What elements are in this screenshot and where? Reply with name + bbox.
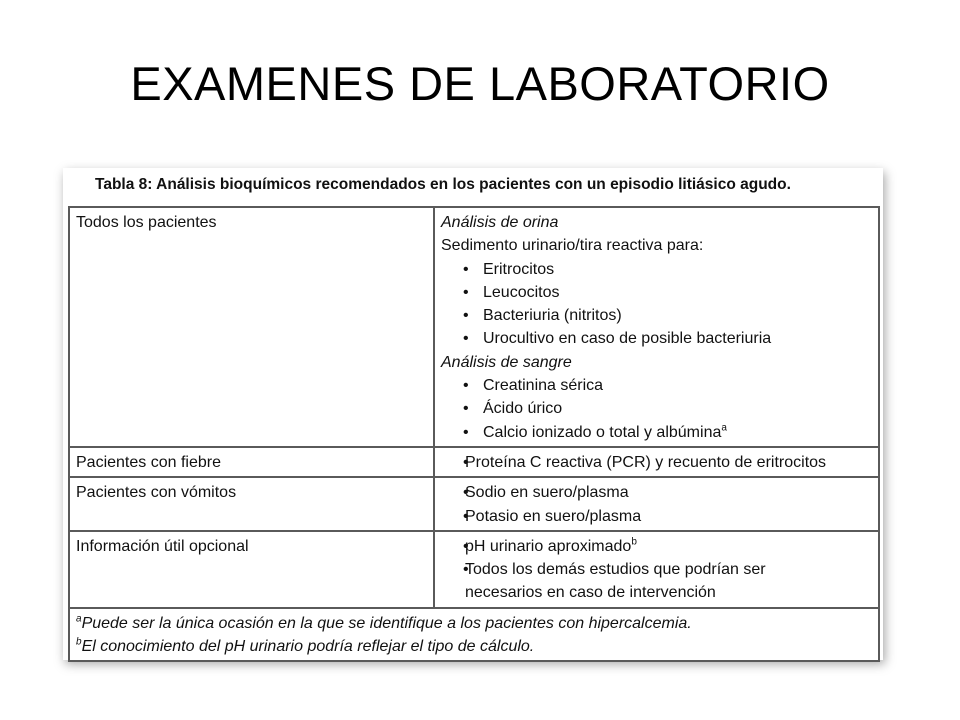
footnote: [76, 612, 872, 635]
urine-heading: Análisis de orina: [441, 214, 559, 231]
list-item: • Creatinina sérica: [441, 374, 872, 397]
list-item-text: pH urinario aproximado: [465, 537, 632, 555]
footnote-ref: b: [631, 536, 637, 548]
blood-list: [441, 374, 872, 444]
row-group-label: Pacientes con vómitos: [69, 477, 434, 531]
list-item: • Urocultivo en caso de posible bacteriuria: [441, 327, 872, 350]
row-group-label: Todos los pacientes: [69, 207, 434, 447]
lab-table: [68, 206, 880, 662]
table-caption: Tabla 8: Análisis bioquímicos recomendados en los pacientes con un episodio litiásico agudo.: [95, 176, 791, 193]
footnotes-cell: [69, 608, 879, 662]
list-item: [441, 558, 872, 605]
footnote-mark: b: [76, 636, 82, 648]
list-item: • Proteína C reactiva (PCR) y recuento de eritrocitos: [441, 451, 872, 474]
vomiting-list: [441, 481, 872, 528]
footnote-mark: a: [76, 613, 82, 625]
urine-intro: Sedimento urinario/tira reactiva para:: [441, 237, 704, 255]
footnote: [76, 635, 872, 658]
table-row: [69, 207, 879, 447]
lab-table-figure: [63, 168, 883, 660]
list-item: • Sodio en suero/plasma: [441, 481, 872, 504]
list-item: • Ácido úrico: [441, 397, 872, 420]
footnote-text: Puede ser la única ocasión en la que se identifique a los pacientes con hipercalcemia.: [81, 614, 692, 632]
table-row: [69, 477, 879, 531]
row-group-label: Pacientes con fiebre: [69, 447, 434, 477]
blood-heading: Análisis de sangre: [441, 353, 572, 371]
list-item-text: necesarios en caso de intervención: [465, 584, 716, 602]
list-item-text: Calcio ionizado o total y albúmina: [483, 423, 722, 441]
urine-list: [441, 258, 872, 351]
footnote-ref: a: [721, 422, 727, 434]
row-tests: [434, 447, 879, 477]
row-tests: [434, 207, 879, 447]
list-item: • Eritrocitos: [441, 258, 872, 281]
table-row: [69, 608, 879, 662]
row-tests: [434, 477, 879, 531]
row-tests: [434, 531, 879, 608]
slide-title: EXAMENES DE LABORATORIO: [130, 57, 830, 110]
list-item: • Potasio en suero/plasma: [441, 505, 872, 528]
optional-list: [441, 535, 872, 605]
row-group-label: Información útil opcional: [69, 531, 434, 608]
list-item: [441, 421, 872, 444]
list-item-text: • Todos los demás estudios que podrían ser: [465, 561, 766, 579]
list-item: [441, 535, 872, 558]
list-item: • Leucocitos: [441, 281, 872, 304]
footnote-text: El conocimiento del pH urinario podría reflejar el tipo de cálculo.: [81, 638, 535, 656]
list-item: • Bacteriuria (nitritos): [441, 304, 872, 327]
fever-list: [441, 451, 872, 474]
table-row: [69, 531, 879, 608]
table-row: [69, 447, 879, 477]
